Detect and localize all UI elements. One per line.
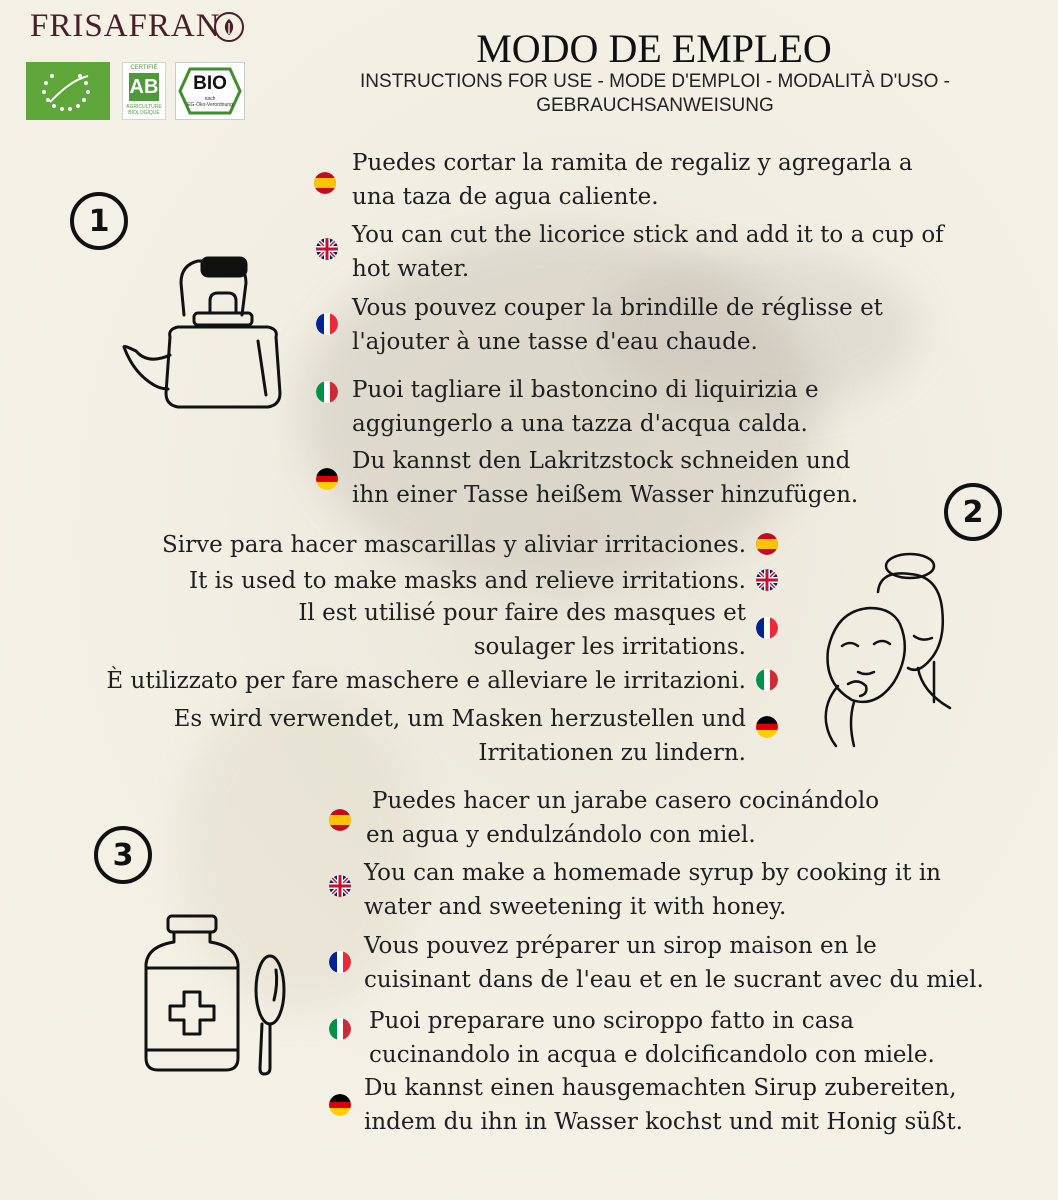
flag-en bbox=[329, 875, 351, 901]
step-2-text-de bbox=[100, 702, 746, 770]
step-3-number: 3 bbox=[94, 826, 152, 884]
flag-es bbox=[329, 809, 351, 835]
text-line: una taza de agua caliente. bbox=[352, 184, 659, 210]
text-line: È utilizzato per fare maschere e alleviare le irritazioni. bbox=[106, 668, 746, 694]
step-3-text-en bbox=[364, 856, 941, 924]
text-line: cuisinant dans de l'eau et en le sucrant avec du miel. bbox=[364, 967, 984, 993]
france-flag-icon bbox=[756, 617, 778, 639]
ab-mark: AB bbox=[129, 73, 159, 101]
kettle-icon bbox=[118, 255, 284, 415]
step-3-text-fr bbox=[364, 929, 984, 997]
step-3-text-de bbox=[364, 1071, 963, 1139]
text-line: Du kannst den Lakritzstock schneiden und bbox=[352, 448, 851, 474]
flag-de bbox=[316, 468, 338, 494]
subtitle-line: GEBRAUCHSANWEISUNG bbox=[536, 95, 774, 116]
step-1-text-en bbox=[352, 218, 944, 286]
bio-mark: BIO bbox=[193, 73, 227, 94]
flag-it bbox=[316, 381, 338, 407]
flag-fr bbox=[329, 951, 351, 977]
step-3-text-it bbox=[369, 1004, 935, 1072]
step-1-text-fr bbox=[352, 291, 883, 359]
eu-organic-leaf-icon bbox=[26, 62, 110, 120]
spain-flag-icon bbox=[314, 172, 336, 194]
text-line: Irritationen zu lindern. bbox=[478, 740, 746, 766]
text-line: Du kannst einen hausgemachten Sirup zubereiten, bbox=[364, 1075, 957, 1101]
text-line: Es wird verwendet, um Masken herzustellen und bbox=[173, 706, 746, 732]
text-line: aggiungerlo a una tazza d'acqua calda. bbox=[352, 411, 808, 437]
flag-es bbox=[756, 533, 778, 559]
flag-fr bbox=[316, 313, 338, 339]
flag-fr bbox=[756, 617, 778, 643]
text-line: cucinandolo in acqua e dolcificandolo con miele. bbox=[369, 1042, 935, 1068]
ab-bottom-label: BIOLOGIQUE bbox=[128, 110, 160, 116]
flag-en bbox=[756, 569, 778, 595]
syrup-bottle-spoon-icon bbox=[140, 912, 290, 1078]
text-line: Sirve para hacer mascarillas y aliviar irritaciones. bbox=[162, 532, 746, 558]
flag-it bbox=[329, 1018, 351, 1044]
face-mask-icon bbox=[818, 552, 952, 748]
text-line: Vous pouvez couper la brindille de réglisse et bbox=[352, 295, 883, 321]
uk-flag-icon bbox=[756, 569, 778, 591]
bio-line: EG-Öko-Verordnung bbox=[187, 102, 233, 108]
italy-flag-icon bbox=[329, 1018, 351, 1040]
text-line: soulager les irritations. bbox=[473, 634, 746, 660]
flag-de bbox=[329, 1094, 351, 1120]
step-2-text-en bbox=[100, 564, 746, 598]
text-line: You can make a homemade syrup by cooking it in bbox=[364, 860, 941, 886]
france-flag-icon bbox=[316, 313, 338, 335]
subtitle-line: INSTRUCTIONS FOR USE - MODE D'EMPLOI - MODALITÀ D'USO - bbox=[360, 71, 950, 92]
page-title: MODO DE EMPLEO bbox=[476, 26, 832, 71]
text-line: water and sweetening it with honey. bbox=[364, 894, 787, 920]
text-line: Il est utilisé pour faire des masques et bbox=[298, 600, 746, 626]
text-line: Puedes hacer un jarabe casero cocinándolo bbox=[372, 788, 880, 814]
text-line: en agua y endulzándolo con miel. bbox=[366, 822, 756, 848]
flag-en bbox=[316, 238, 338, 264]
text-line: Puedes cortar la ramita de regaliz y agregarla a bbox=[352, 150, 913, 176]
step-1-text-de bbox=[352, 444, 858, 512]
step-2-text-fr bbox=[100, 596, 746, 664]
text-line: Puoi tagliare il bastoncino di liquirizia e bbox=[352, 377, 819, 403]
italy-flag-icon bbox=[756, 669, 778, 691]
text-line: Puoi preparare uno sciroppo fatto in casa bbox=[369, 1008, 854, 1034]
text-line: Vous pouvez préparer un sirop maison en le bbox=[364, 933, 877, 959]
spain-flag-icon bbox=[329, 809, 351, 831]
ab-top-label: CERTIFIÉ bbox=[130, 65, 158, 71]
text-line: You can cut the licorice stick and add it to a cup of bbox=[352, 222, 944, 248]
bio-line: nach bbox=[204, 96, 216, 102]
step-1-text-es bbox=[352, 146, 913, 214]
step-2-number: 2 bbox=[944, 483, 1002, 541]
bio-seal-logo bbox=[175, 62, 245, 120]
flag-de bbox=[756, 716, 778, 742]
brand-name: FRISAFRAN bbox=[30, 8, 221, 44]
germany-flag-icon bbox=[756, 716, 778, 738]
step-3-text-es bbox=[366, 784, 879, 852]
flag-es bbox=[314, 172, 336, 198]
saffron-leaf-icon bbox=[214, 12, 244, 42]
text-line: indem du ihn in Wasser kochst und mit Honig süßt. bbox=[364, 1109, 963, 1135]
eu-organic-logo bbox=[26, 62, 110, 120]
germany-flag-icon bbox=[316, 468, 338, 490]
france-flag-icon bbox=[329, 951, 351, 973]
step-2-text-es bbox=[100, 528, 746, 562]
ab-certification-logo bbox=[122, 62, 166, 120]
text-line: ihn einer Tasse heißem Wasser hinzufügen. bbox=[352, 482, 859, 508]
text-line: It is used to make masks and relieve irritations. bbox=[189, 568, 746, 594]
step-1-text-it bbox=[352, 373, 819, 441]
step-1-number: 1 bbox=[70, 192, 128, 250]
italy-flag-icon bbox=[316, 381, 338, 403]
text-line: hot water. bbox=[352, 256, 470, 282]
page-subtitle bbox=[300, 70, 1010, 118]
step-2-text-it bbox=[60, 664, 746, 698]
spain-flag-icon bbox=[756, 533, 778, 555]
uk-flag-icon bbox=[329, 875, 351, 897]
ab-bottom-label: AGRICULTURE bbox=[126, 104, 162, 110]
germany-flag-icon bbox=[329, 1094, 351, 1116]
text-line: l'ajouter à une tasse d'eau chaude. bbox=[352, 329, 758, 355]
uk-flag-icon bbox=[316, 238, 338, 260]
flag-it bbox=[756, 669, 778, 695]
